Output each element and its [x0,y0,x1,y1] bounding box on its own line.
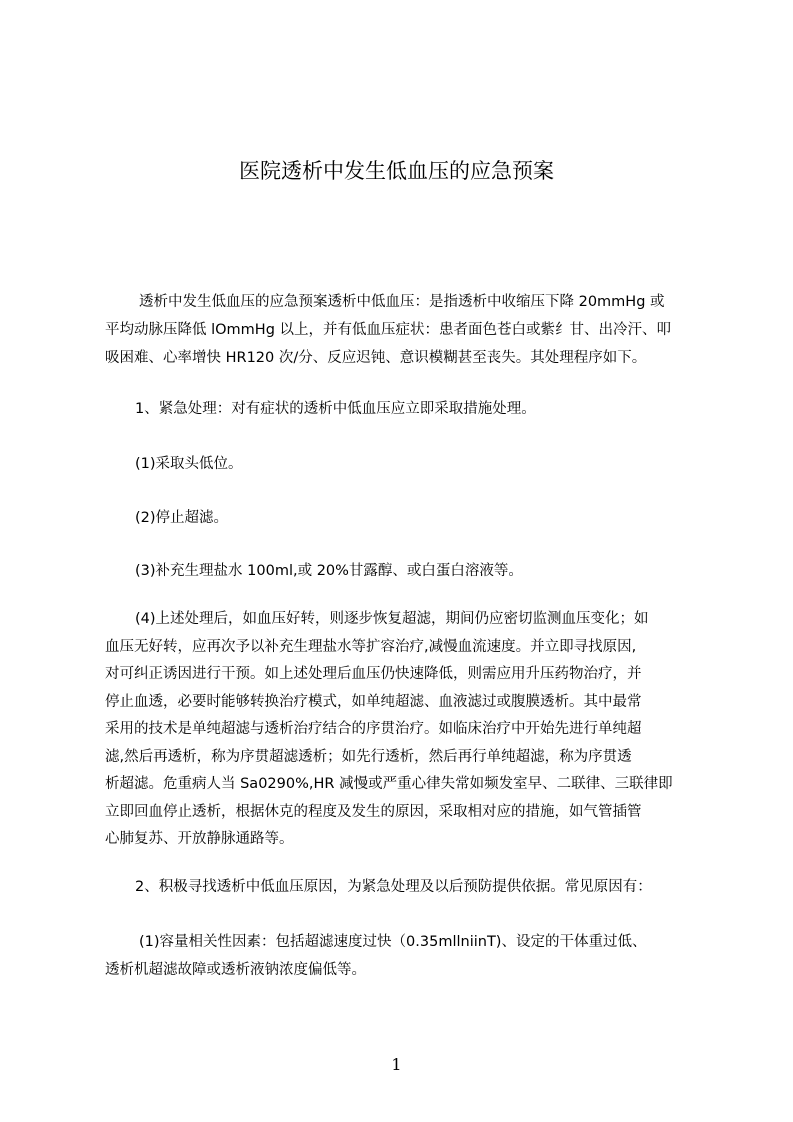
section1-heading: 1、紧急处理：对有症状的透析中低血压应立即采取措施处理。 [135,401,536,417]
step4-line: 滤,然后再透析，称为序贯超滤透析；如先行透析，然后再行单纯超滤，称为序贯透 [105,748,632,765]
page-title: 医院透析中发生低血压的应急预案 [239,159,554,184]
step4-line: 心肺复苏、开放静脉通路等。 [105,831,294,847]
intro-paragraph [105,288,700,372]
step4-line: 停止血透，必要时能够转换治疗模式，如单纯超滤、血液滤过或腹膜透析。其中最常 [105,693,642,710]
step-item: (2)停止超滤。 [135,510,229,526]
cause1-line: (1)容量相关性因素：包括超滤速度过快（0.35mllniinT)、设定的干体重过低、 [139,934,647,950]
step-item: (3)补充生理盐水 100ml,或 20%甘露醇、或白蛋白溶液等。 [135,563,523,579]
intro-line: 吸困难、心率增快 HR120 次/分、反应迟钝、意识模糊甚至丧失。其处理程序如下。 [105,350,647,366]
step-item: (1)采取头低位。 [135,456,243,472]
cause1-paragraph [105,928,700,984]
step4-line: (4)上述处理后，如血压好转，则逐步恢复超滤，期间仍应密切监测血压变化；如 [135,611,649,627]
intro-line: 透析中发生低血压的应急预案透析中低血压：是指透析中收缩压下降 20mmHg 或 [139,294,665,310]
step4-line: 析超滤。危重病人当 Sa0290%,HR 减慢或严重心律失常如频发室早、二联律、三联律即 [105,776,673,792]
section2-heading: 2、积极寻找透析中低血压原因，为紧急处理及以后预防提供依据。常见原因有： [135,879,652,895]
step4-line: 立即回血停止透析，根据休克的程度及发生的原因，采取相对应的措施，如气管插管 [105,803,642,820]
cause1-line: 透析机超滤故障或透析液钠浓度偏低等。 [105,962,366,978]
intro-line: 平均动脉压降低 lOmmHg 以上，并有低血压症状：患者面色苍白或紫纟甘、出冷汗、叩 [105,322,672,338]
step4-line: 血压无好转，应再次予以补充生理盐水等扩容治疗,减慢血流速度。并立即寻找原因, [105,638,637,655]
step4-paragraph [105,606,700,854]
page-number: 1 [391,1055,402,1074]
step4-line: 对可纠正诱因进行干预。如上述处理后血压仍快速降低，则需应用升压药物治疗，并 [105,666,642,682]
step4-line: 采用的技术是单纯超滤与透析治疗结合的序贯治疗。如临床治疗中开始先进行单纯超 [105,721,642,737]
